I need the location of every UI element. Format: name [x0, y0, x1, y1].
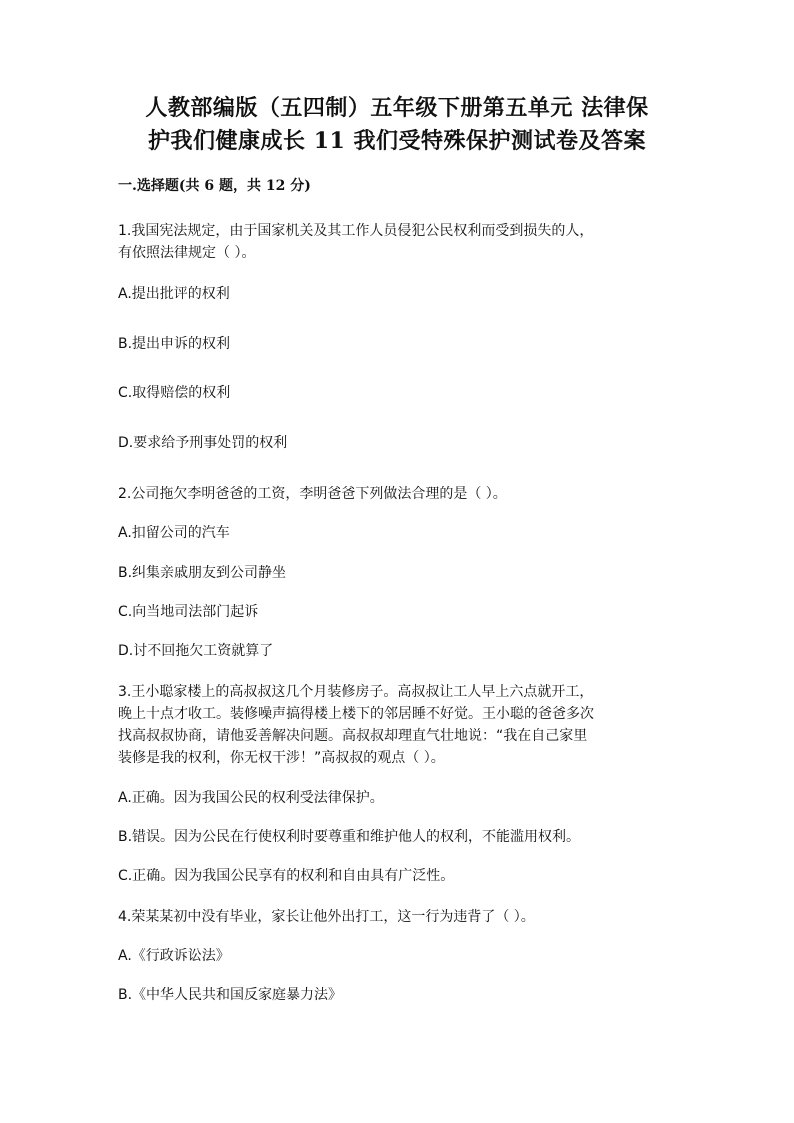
question-3-option-b: B.错误。因为公民在行使权利时要尊重和维护他人的权利，不能滥用权利。: [118, 829, 581, 845]
question-1-line-2: 有依照法律规定（ ）。: [118, 245, 256, 261]
section-heading: 一.选择题(共 6 题，共 12 分): [118, 178, 311, 194]
document-title: [118, 0, 676, 158]
question-1-option-b: B.提出申诉的权利: [118, 336, 231, 352]
question-3: [118, 681, 676, 887]
question-2: [118, 483, 676, 662]
question-1-line-1: 1.我国宪法规定，由于国家机关及其工作人员侵犯公民权利而受到损失的人，: [118, 223, 594, 239]
question-1-text: [118, 220, 676, 264]
question-3-line-1: 3.王小聪家楼上的高叔叔这几个月装修房子。高叔叔让工人早上六点就开工，: [118, 684, 594, 700]
question-1-option-a: A.提出批评的权利: [118, 286, 230, 302]
question-4-line-1: 4.荣某某初中没有毕业，家长让他外出打工，这一行为违背了（ ）。: [118, 909, 535, 925]
question-2-option-d: D.讨不回拖欠工资就算了: [118, 643, 274, 659]
question-1-option-d: D.要求给予刑事处罚的权利: [118, 435, 288, 451]
question-3-option-a: A.正确。因为我国公民的权利受法律保护。: [118, 790, 384, 806]
title-line-2: 护我们健康成长 11 我们受特殊保护测试卷及答案: [148, 128, 646, 154]
question-2-text: [118, 483, 676, 505]
question-3-option-c: C.正确。因为我国公民享有的权利和自由具有广泛性。: [118, 868, 455, 884]
question-1: [118, 220, 676, 454]
question-4: [118, 906, 676, 1006]
question-3-line-2: 晚上十点才收工。装修噪声搞得楼上楼下的邻居睡不好觉。王小聪的爸爸多次: [118, 706, 594, 722]
question-4-option-b: B.《中华人民共和国反家庭暴力法》: [118, 987, 343, 1003]
question-4-text: [118, 906, 676, 928]
title-line-1: 人教部编版（五四制）五年级下册第五单元 法律保: [145, 95, 649, 121]
question-2-option-a: A.扣留公司的汽车: [118, 525, 230, 541]
question-3-line-4: 装修是我的权利，你无权干涉！”高叔叔的观点（ ）。: [118, 750, 445, 766]
question-3-text: [118, 681, 676, 769]
question-3-line-3: 找高叔叔协商，请他妥善解决问题。高叔叔却理直气壮地说：“我在自己家里: [118, 728, 588, 744]
question-2-option-b: B.纠集亲戚朋友到公司静坐: [118, 565, 287, 581]
question-2-line-1: 2.公司拖欠李明爸爸的工资，李明爸爸下列做法合理的是（ ）。: [118, 486, 507, 502]
question-2-option-c: C.向当地司法部门起诉: [118, 604, 259, 620]
question-4-option-a: A.《行政诉讼法》: [118, 948, 230, 964]
question-1-option-c: C.取得赔偿的权利: [118, 385, 231, 401]
